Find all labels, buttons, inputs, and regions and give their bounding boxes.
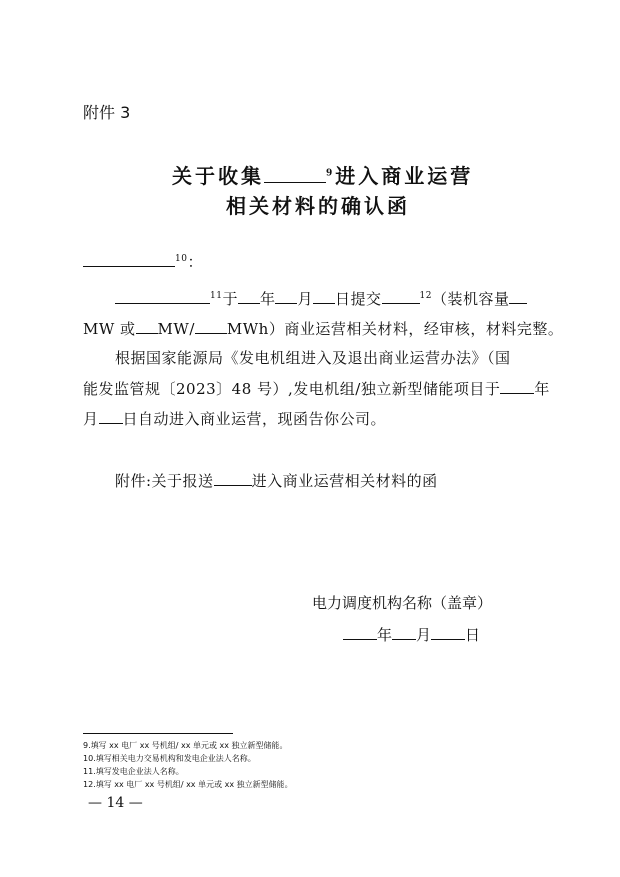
footnote-ref-12: 12 (419, 291, 432, 301)
paragraph-1-line-2 (83, 317, 563, 339)
mw-blank (136, 317, 158, 334)
footnote: 11.填写发电企业法人名称。 (83, 767, 184, 776)
paragraph-2-line-2 (83, 377, 550, 399)
text-month-2: 月 (83, 410, 99, 428)
paragraph-2-line-3 (83, 407, 386, 429)
signature-line: 电力调度机构名称（盖章） (312, 594, 493, 612)
text-year-2: 年 (534, 380, 550, 398)
footnote: 12.填写 xx 电厂 xx 号机组/ xx 单元或 xx 独立新型储能。 (83, 780, 293, 789)
date-year: 年 (377, 626, 393, 644)
text-project: ,发电机组/独立新型储能项目于 (288, 380, 501, 398)
attachment-line (115, 469, 438, 491)
day-blank (313, 287, 335, 304)
attachment-label: 附件 3 (83, 103, 131, 122)
footnote: 10.填写相关电力交易机构和发电企业法人名称。 (83, 754, 256, 763)
text-mw-or: MW 或 (83, 320, 136, 338)
date-month: 月 (416, 626, 432, 644)
text-mw-slash: MW/ (157, 320, 195, 338)
company-blank (115, 287, 210, 304)
text-materials-complete: MWh）商业运营相关材料，经审核，材料完整。 (226, 320, 564, 338)
date-month-blank (392, 623, 416, 640)
addressee-blank (83, 250, 175, 267)
title-text-1: 关于收集 (172, 164, 264, 188)
title-text-2: 进入商业运营 (335, 164, 474, 188)
addressee-footnote-ref: 10 (175, 254, 188, 264)
footnote: 9.填写 xx 电厂 xx 号机组/ xx 单元或 xx 独立新型储能。 (83, 741, 288, 750)
text-regulation-no: 能发监管规〔2023〕48 号） (83, 380, 289, 398)
footnote-divider (83, 733, 233, 734)
addressee-colon: ： (187, 253, 203, 271)
attachment-text-2: 进入商业运营相关材料的函 (251, 472, 438, 490)
year-blank (238, 287, 260, 304)
page-number: — 14 — (88, 795, 143, 811)
title-blank (264, 166, 326, 183)
text-month: 月 (297, 290, 313, 308)
paragraph-1-line-1 (115, 287, 527, 309)
attachment-blank (214, 469, 252, 486)
mwh-blank (195, 317, 227, 334)
text-year: 年 (259, 290, 276, 308)
date-day: 日 (465, 626, 481, 644)
unit-blank (382, 287, 420, 304)
day-blank-2 (99, 407, 123, 424)
paragraph-2-line-1: 根据国家能源局《发电机组进入及退出商业运营办法》（国 (115, 349, 511, 367)
title-footnote-ref: 9 (326, 168, 336, 179)
date-day-blank (431, 623, 465, 640)
date-line (343, 623, 480, 645)
month-blank (275, 287, 297, 304)
text-yu: 于 (222, 290, 238, 308)
document-title-line-1 (172, 160, 473, 189)
text-submit: 日提交 (335, 290, 382, 308)
footnote-ref-11: 11 (210, 291, 223, 301)
text-capacity: （装机容量 (431, 290, 510, 308)
date-year-blank (343, 623, 377, 640)
capacity-blank (509, 287, 527, 304)
attachment-text-1: 附件:关于报送 (115, 472, 214, 490)
year-blank-2 (500, 377, 534, 394)
text-notify: 日自动进入商业运营，现函告你公司。 (122, 410, 387, 428)
addressee-line (83, 250, 203, 272)
document-title-line-2: 相关材料的确认函 (226, 194, 410, 218)
